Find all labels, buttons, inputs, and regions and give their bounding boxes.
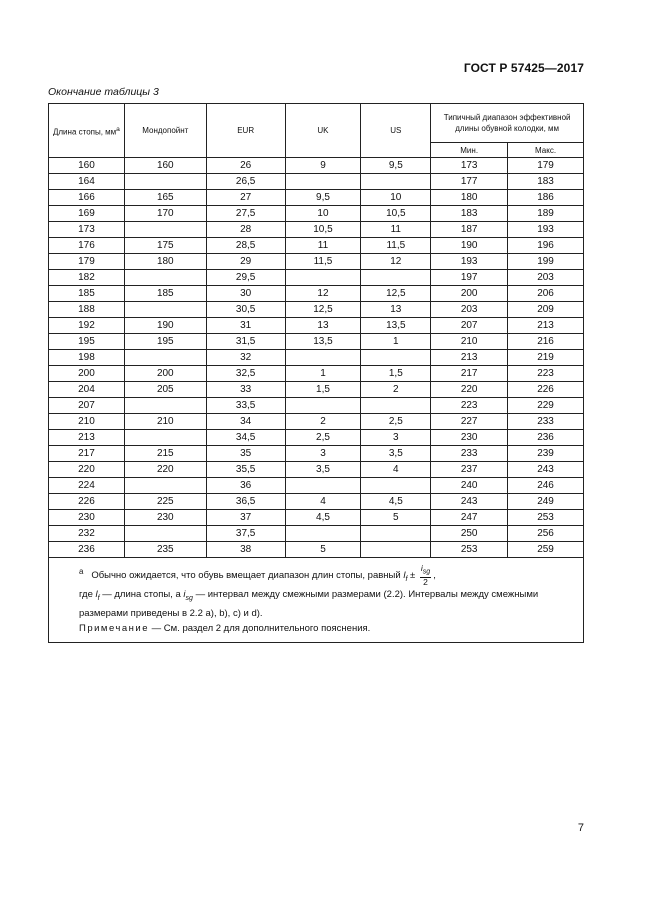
table-cell: 259 [508,542,584,558]
table-cell: 33 [206,382,285,398]
table-cell: 1 [285,366,361,382]
table-cell [124,350,206,366]
table-cell [124,302,206,318]
table-cell: 179 [508,158,584,174]
table-cell [285,270,361,286]
table-cell: 166 [49,190,125,206]
table-cell: 13,5 [361,318,431,334]
table-cell: 13 [361,302,431,318]
table-cell: 183 [431,206,508,222]
table-row [49,430,584,446]
table-cell: 4 [361,462,431,478]
table-cell: 4,5 [285,510,361,526]
header-range: Типичный диапазон эффективной длины обувной колодки, мм [431,104,584,143]
table-caption: Окончание таблицы 3 [48,86,159,98]
table-cell: 193 [508,222,584,238]
table-cell: 207 [49,398,125,414]
table-cell: 28 [206,222,285,238]
table-notes [49,558,584,643]
table-cell [361,350,431,366]
table-cell: 31,5 [206,334,285,350]
table-cell: 205 [124,382,206,398]
table-cell: 197 [431,270,508,286]
table-cell: 196 [508,238,584,254]
table-cell: 4,5 [361,494,431,510]
table-cell: 206 [508,286,584,302]
table-cell: 246 [508,478,584,494]
table-row [49,382,584,398]
table-cell: 5 [361,510,431,526]
table-row [49,366,584,382]
table-note: Примечание — См. раздел 2 для дополнительного пояснения. [79,622,371,634]
header-max: Макс. [508,143,584,158]
table-cell: 160 [49,158,125,174]
table-cell: 33,5 [206,398,285,414]
table-cell: 235 [124,542,206,558]
header-eur: EUR [206,104,285,158]
table-cell: 36 [206,478,285,494]
table-cell: 217 [431,366,508,382]
table-cell: 209 [508,302,584,318]
table-cell: 2 [361,382,431,398]
table-cell: 26,5 [206,174,285,190]
table-row [49,158,584,174]
header-us: US [361,104,431,158]
table-cell [285,174,361,190]
table-cell: 9,5 [361,158,431,174]
table-cell: 27,5 [206,206,285,222]
table-cell: 190 [431,238,508,254]
table-row [49,286,584,302]
table-row [49,222,584,238]
table-cell: 160 [124,158,206,174]
table-cell: 175 [124,238,206,254]
table-cell: 220 [49,462,125,478]
table-cell [124,270,206,286]
table-cell: 27 [206,190,285,206]
table-cell: 177 [431,174,508,190]
table-cell: 186 [508,190,584,206]
header-foot-length: Длина стопы, $мм^а$ [49,104,125,158]
table-cell: 31 [206,318,285,334]
table-cell: 9,5 [285,190,361,206]
table-cell: 176 [49,238,125,254]
table-cell [285,526,361,542]
table-cell: 170 [124,206,206,222]
table-cell: 188 [49,302,125,318]
table-cell: 34,5 [206,430,285,446]
table-cell: 236 [49,542,125,558]
table-cell: 180 [431,190,508,206]
table-cell [361,526,431,542]
table-row [49,302,584,318]
table-row [49,334,584,350]
table-cell [285,350,361,366]
table-cell [361,478,431,494]
table-cell: 28,5 [206,238,285,254]
table-cell: 13,5 [285,334,361,350]
formula-fraction: $\frac{i_{sg}}{2}$ [420,563,431,587]
table-cell: 233 [508,414,584,430]
table-cell: 247 [431,510,508,526]
table-row [49,446,584,462]
table-cell: 227 [431,414,508,430]
table-cell: 232 [49,526,125,542]
table-cell: 210 [124,414,206,430]
table-row [49,190,584,206]
table-cell: 10,5 [285,222,361,238]
table-cell: 203 [431,302,508,318]
table-cell: 12,5 [285,302,361,318]
table-cell: 30 [206,286,285,302]
table-cell: 164 [49,174,125,190]
table-cell: 190 [124,318,206,334]
table-cell: 230 [124,510,206,526]
table-cell [361,270,431,286]
table-cell [285,478,361,494]
table-row [49,206,584,222]
table-cell: 253 [431,542,508,558]
standard-code: ГОСТ Р 57425—2017 [463,61,584,75]
table-cell: 226 [508,382,584,398]
table-row [49,462,584,478]
table-row [49,174,584,190]
table-cell: 185 [49,286,125,302]
table-cell: 243 [508,462,584,478]
table-cell: 192 [49,318,125,334]
table-cell: 200 [431,286,508,302]
table-cell: 3,5 [361,446,431,462]
table-cell [124,430,206,446]
table-cell [124,526,206,542]
table-row [49,350,584,366]
table-cell: 215 [124,446,206,462]
table-row [49,494,584,510]
table-row [49,398,584,414]
table-cell: 10 [285,206,361,222]
table-cell: 193 [431,254,508,270]
table-row [49,254,584,270]
table-cell: 243 [431,494,508,510]
table-cell: 204 [49,382,125,398]
table-cell: 220 [431,382,508,398]
table-cell: 29,5 [206,270,285,286]
table-cell: 10 [361,190,431,206]
table-cell [124,478,206,494]
table-row [49,478,584,494]
table-cell: 12 [361,254,431,270]
footnote-marker: а [116,125,120,133]
table-row [49,526,584,542]
table-cell: 11,5 [285,254,361,270]
table-cell: 213 [431,350,508,366]
table-cell: 3 [285,446,361,462]
table-cell: 236 [508,430,584,446]
table-cell: 185 [124,286,206,302]
table-cell: 210 [431,334,508,350]
table-cell: 213 [508,318,584,334]
table-cell [124,398,206,414]
table-cell: 11,5 [361,238,431,254]
table-cell: 38 [206,542,285,558]
table-cell: 237 [431,462,508,478]
table-cell: 249 [508,494,584,510]
table-row [49,238,584,254]
table-cell: 207 [431,318,508,334]
table-cell: 179 [49,254,125,270]
table-cell: 195 [49,334,125,350]
table-cell: 173 [431,158,508,174]
table-cell: 10,5 [361,206,431,222]
table-cell: 253 [508,510,584,526]
table-cell: 230 [49,510,125,526]
table-row [49,542,584,558]
table-cell: 4 [285,494,361,510]
table-cell [124,222,206,238]
table-cell: 203 [508,270,584,286]
table-cell: 225 [124,494,206,510]
table-cell: 1,5 [361,366,431,382]
table-cell: 182 [49,270,125,286]
table-cell: 29 [206,254,285,270]
table-cell: 223 [508,366,584,382]
table-cell: 5 [285,542,361,558]
table-cell: 34 [206,414,285,430]
table-cell: 200 [49,366,125,382]
table-cell: 12 [285,286,361,302]
table-cell: 2 [285,414,361,430]
table-cell: 12,5 [361,286,431,302]
table-cell [361,398,431,414]
table-cell: 37,5 [206,526,285,542]
header-mondopoint: Мондопойнт [124,104,206,158]
table-cell: 195 [124,334,206,350]
table-cell: 37 [206,510,285,526]
header-min: Мин. [431,143,508,158]
table-cell [124,174,206,190]
table-cell: 217 [49,446,125,462]
table-cell: 9 [285,158,361,174]
header-uk: UK [285,104,361,158]
page-number: 7 [577,822,584,834]
table-cell: 3 [361,430,431,446]
table-cell: 30,5 [206,302,285,318]
table-cell: 1,5 [285,382,361,398]
table-cell: 230 [431,430,508,446]
table-cell: 2,5 [285,430,361,446]
table-cell: 210 [49,414,125,430]
table-cell: 26 [206,158,285,174]
table-cell: 3,5 [285,462,361,478]
table-cell: 219 [508,350,584,366]
table-cell: 1 [361,334,431,350]
size-table [48,103,584,643]
table-cell [361,174,431,190]
table-cell: 165 [124,190,206,206]
table-cell: 216 [508,334,584,350]
table-row [49,510,584,526]
table-cell: 180 [124,254,206,270]
table-cell: 213 [49,430,125,446]
table-cell: 240 [431,478,508,494]
table-cell: 2,5 [361,414,431,430]
table-cell: 13 [285,318,361,334]
table-cell: 250 [431,526,508,542]
table-cell: 189 [508,206,584,222]
table-cell: 229 [508,398,584,414]
table-cell [361,542,431,558]
table-cell [285,398,361,414]
table-cell: 198 [49,350,125,366]
table-cell: 32,5 [206,366,285,382]
table-cell: 256 [508,526,584,542]
table-cell: 32 [206,350,285,366]
table-cell: 36,5 [206,494,285,510]
table-cell: 183 [508,174,584,190]
formula: $l_f$ ± $\frac{i_{sg}}{2}$ , [403,563,436,587]
table-cell: 11 [361,222,431,238]
table-cell: 35 [206,446,285,462]
table-cell: 223 [431,398,508,414]
table-row [49,270,584,286]
table-cell: 199 [508,254,584,270]
footnote-a: $^а$ Обычно ожидается, что обувь вмещает диапазон длин стопы, равный $l_f$ ± $\frac{i_{sg}}{2}$ , [79,563,436,587]
table-cell: 35,5 [206,462,285,478]
table-body [49,158,584,558]
table-cell: 169 [49,206,125,222]
table-cell: 11 [285,238,361,254]
table-cell: 226 [49,494,125,510]
table-cell: 200 [124,366,206,382]
footnote-where: где $l_f$ — длина стопы, а $i_{sg}$ — интервал между смежными размерами (2.2). Интервалы между смежными размерами приведены в 2.2 а), b), c) и d). [79,589,539,619]
table-cell: 173 [49,222,125,238]
table-row [49,318,584,334]
table-cell: 239 [508,446,584,462]
table-cell: 233 [431,446,508,462]
table-cell: 220 [124,462,206,478]
table-cell: 187 [431,222,508,238]
table-row [49,414,584,430]
table-cell: 224 [49,478,125,494]
